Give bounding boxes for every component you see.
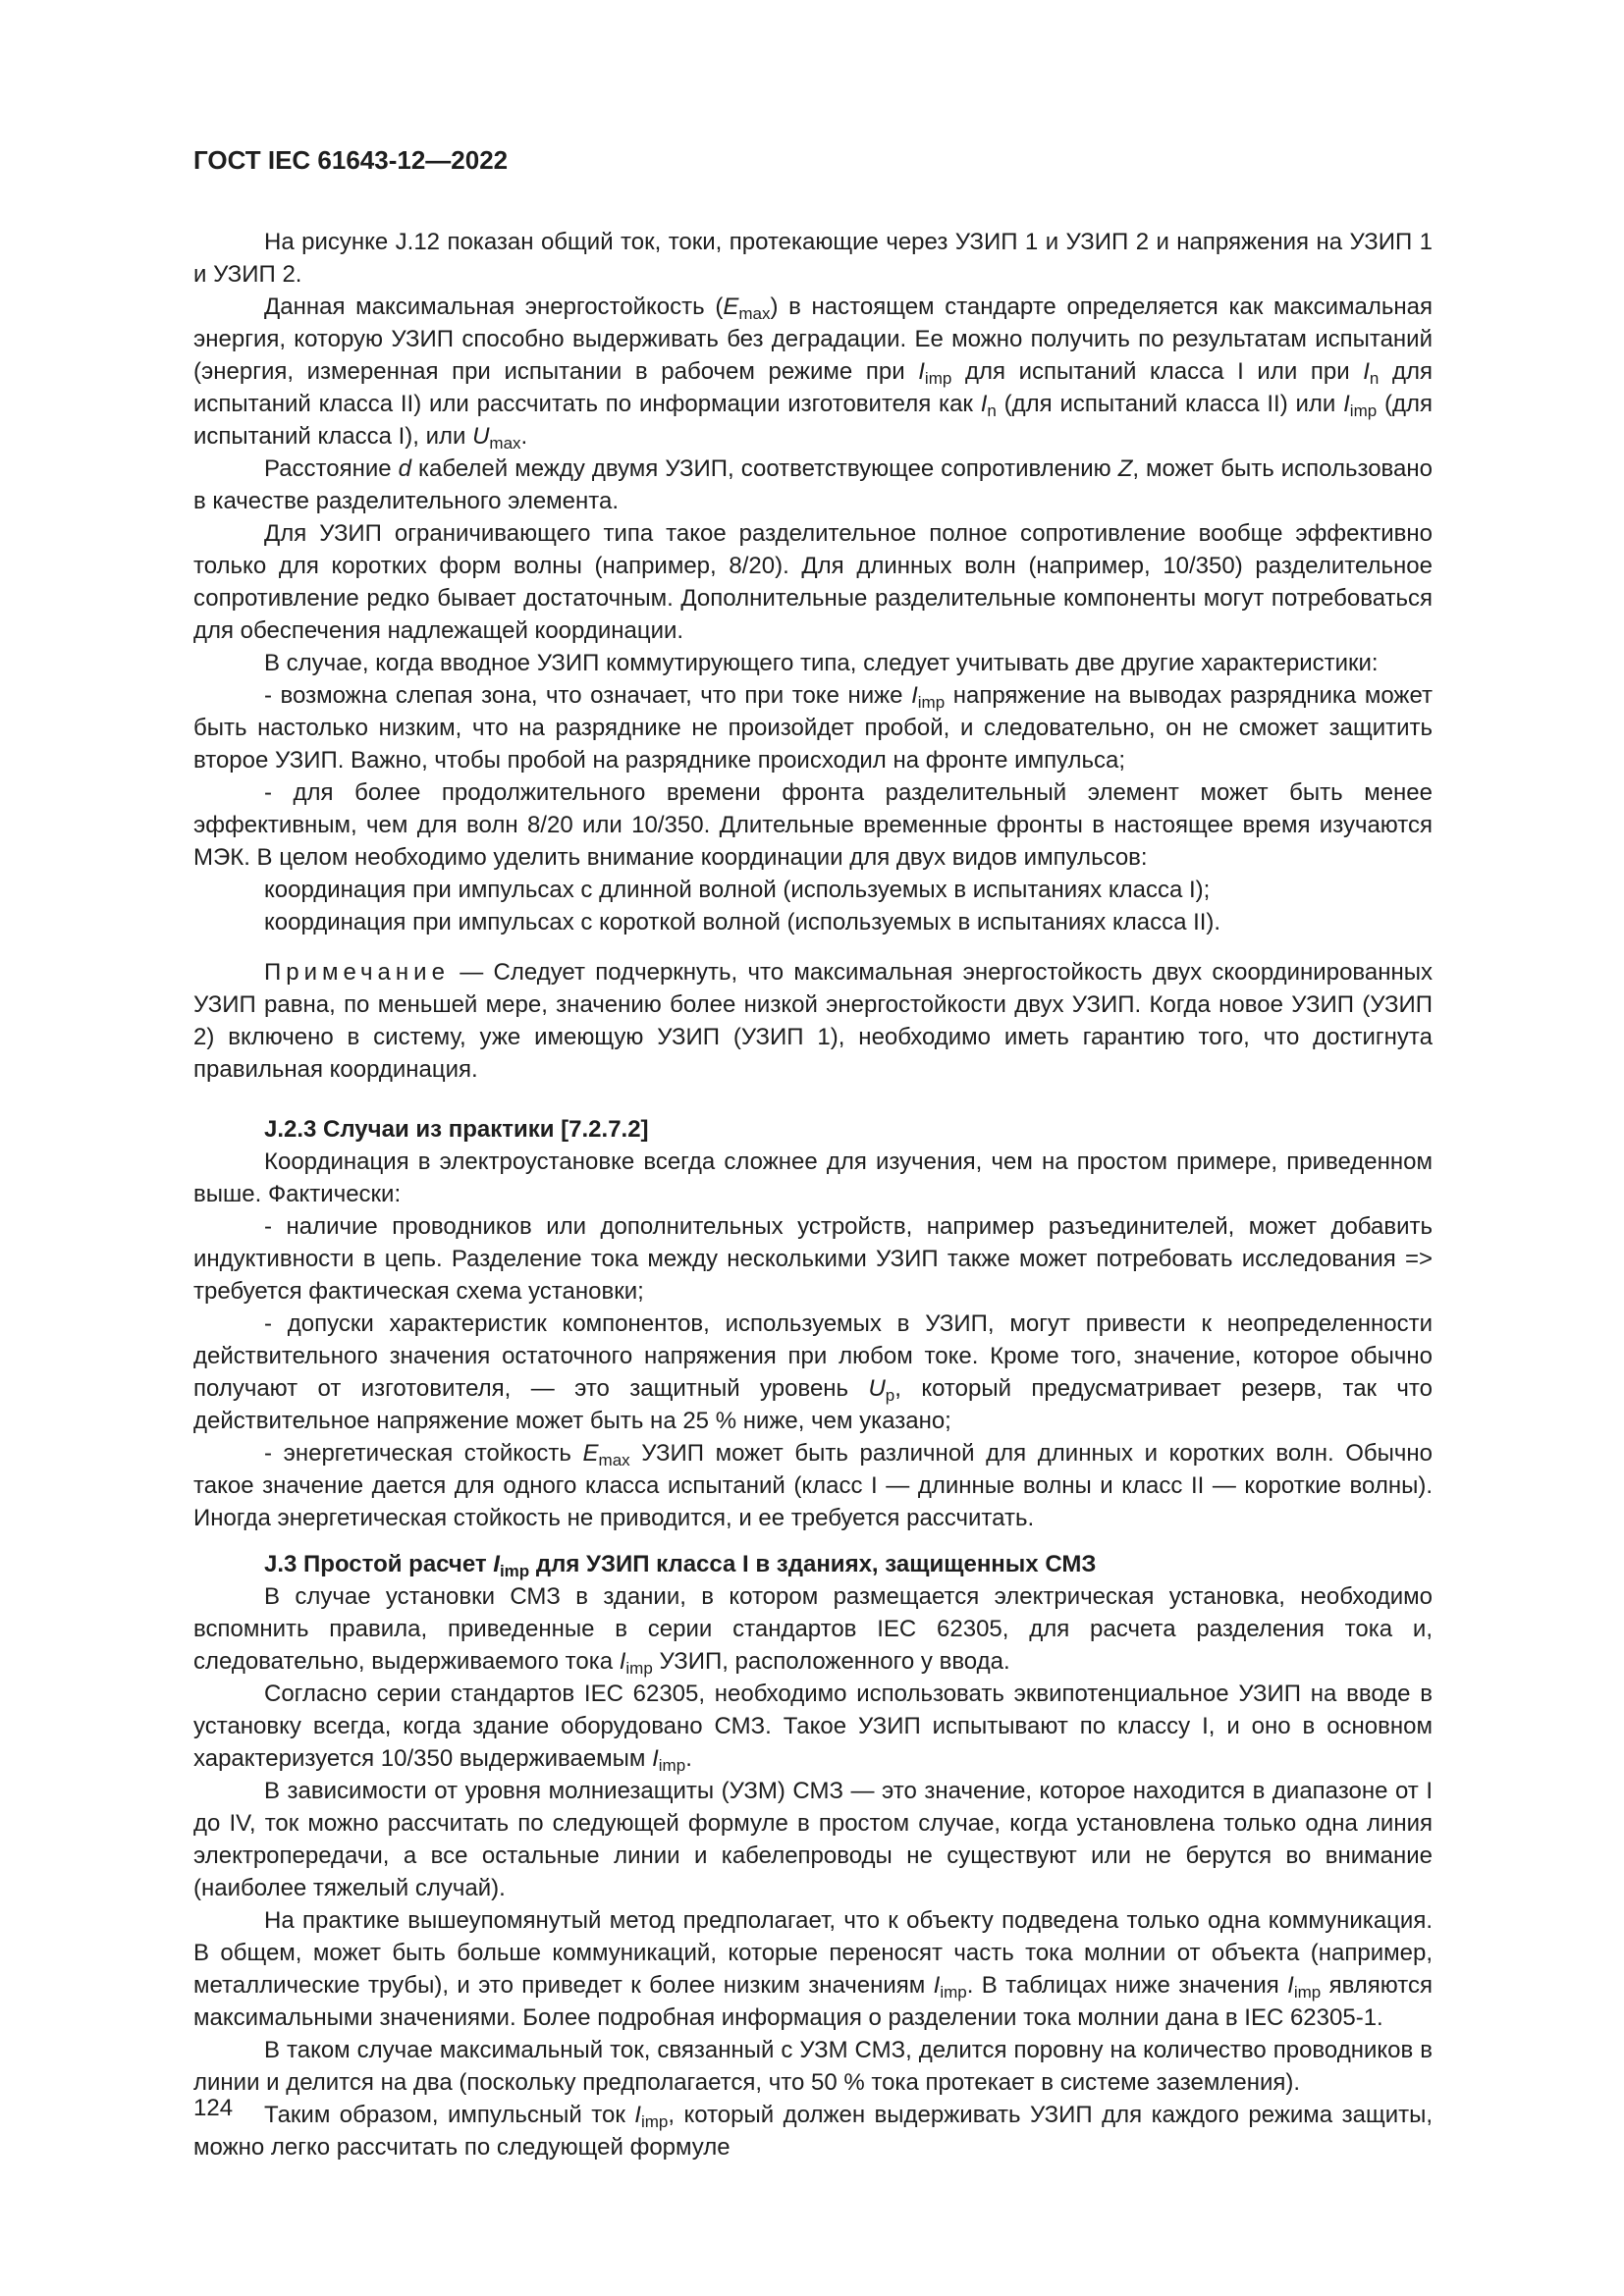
- paragraph: Расстояние d кабелей между двумя УЗИП, соответствующее сопротивлению Z, может быть использовано в качестве разделительного элемента.: [193, 455, 1433, 514]
- note-label: Примечание: [264, 959, 450, 986]
- list-item: - энергетическая стойкость $E_{max}$ УЗИП может быть различной для длинных и коротких волн. Обычно такое значение дается для одного класса испытаний (класс I — длинные волны и класс II — короткие волны). Иногда энергетическая стойкость не приводится, и ее требуется рассчитать.: [193, 1440, 1433, 1531]
- symbol: E: [723, 294, 739, 320]
- list-item: - наличие проводников или дополнительных устройств, например разъединителей, может добавить индуктивности в цепь. Разделение тока между несколькими УЗИП также может потребовать исследования => требуется фактическая схема установки;: [193, 1213, 1433, 1305]
- paragraph: Данная максимальная энергостойкость $(E_{max})$ в настоящем стандарте определяется как максимальная энергия, которую УЗИП способно выдерживать без деградации. Ее можно получить по результатам испытаний (энергия, измеренная при испытании в рабочем режиме при $I_{imp}$ для испытаний класса I или при $I_n$ для испытаний класса II) или рассчитать по информации изготовителя как $I_n$ (для испытаний класса II) или $I_{imp}$ (для испытаний класса I), или $U_{max}$.: [193, 294, 1434, 453]
- paragraph: В таком случае максимальный ток, связанный с УЗМ СМЗ, делится поровну на количество проводников в линии и делится на два (поскольку предполагается, что 50 % тока протекает в системе заземления).: [193, 2037, 1433, 2096]
- paragraph: Для УЗИП ограничивающего типа такое разделительное полное сопротивление вообще эффективно только для коротких форм волны (например, 8/20). Для длинных волн (например, 10/350) разделительное сопротивление редко бывает достаточным. Дополнительные разделительные компоненты могут потребоваться для обеспечения надлежащей координации.: [193, 520, 1433, 644]
- section-heading-j23: J.2.3 Случаи из практики [7.2.7.2]: [264, 1116, 649, 1143]
- paragraph: В зависимости от уровня молниезащиты (УЗМ) СМЗ — это значение, которое находится в диапазоне от I до IV, ток можно рассчитать по следующей формуле в простом случае, когда установлена только одна линия электропередачи, а все остальные линии и кабелепроводы не существуют или не берутся во внимание (наиболее тяжелый случай).: [193, 1778, 1433, 1901]
- paragraph: В случае, когда вводное УЗИП коммутирующего типа, следует учитывать две другие характеристики:: [264, 650, 1379, 676]
- paragraph: Координация в электроустановке всегда сложнее для изучения, чем на простом примере, приведенном выше. Фактически:: [193, 1148, 1433, 1207]
- paragraph: Таким образом, импульсный ток $I_{imp}$, который должен выдерживать УЗИП для каждого режима защиты, можно легко рассчитать по следующей формуле: [193, 2102, 1434, 2161]
- paragraph: На практике вышеупомянутый метод предполагает, что к объекту подведена только одна коммуникация. В общем, может быть больше коммуникаций, которые переносят часть тока молнии от объекта (например, металлические трубы), и это приведет к более низким значениям $I_{imp}$. В таблицах ниже значения $I_{imp}$ являются максимальными значениями. Более подробная информация о разделении тока молнии дана в IEC 62305-1.: [193, 1907, 1433, 2031]
- list-item: координация при импульсах с длинной волной (используемых в испытаниях класса I);: [264, 877, 1211, 903]
- document-body: [193, 226, 1433, 2163]
- list-item: - допуски характеристик компонентов, используемых в УЗИП, могут привести к неопределенности действительного значения остаточного напряжения при любом токе. Кроме того, значение, которое обычно получают от изготовителя, — это защитный уровень $U_p$, который предусматривает резерв, так что действительное напряжение может быть на 25 % ниже, чем указано;: [193, 1310, 1433, 1434]
- list-item: координация при импульсах с короткой волной (используемых в испытаниях класса II).: [264, 909, 1221, 935]
- section-heading-j3: J.3 Простой расчет $I_{imp}$ для УЗИП класса I в зданиях, защищенных СМЗ: [264, 1551, 1097, 1580]
- list-item: - для более продолжительного времени фронта разделительный элемент может быть менее эффективным, чем для волн 8/20 или 10/350. Длительные временные фронты в настоящее время изучаются МЭК. В целом необходимо уделить внимание координации для двух видов импульсов:: [193, 779, 1433, 871]
- paragraph: На рисунке J.12 показан общий ток, токи, протекающие через УЗИП 1 и УЗИП 2 и напряжения на УЗИП 1 и УЗИП 2.: [193, 229, 1433, 288]
- list-item: - возможна слепая зона, что означает, что при токе ниже $I_{imp}$ напряжение на выводах разрядника может быть настолько низким, что на разряднике не произойдет пробой, и следовательно, он не сможет защитить второе УЗИП. Важно, чтобы пробой на разряднике происходил на фронте импульса;: [193, 682, 1433, 774]
- page-number: 124: [193, 2095, 234, 2121]
- document-header: ГОСТ IEC 61643-12—2022: [193, 145, 509, 175]
- paragraph: В случае установки СМЗ в здании, в котором размещается электрическая установка, необходимо вспомнить правила, приведенные в серии стандартов IEC 62305, для расчета разделения тока и, следовательно, выдерживаемого тока $I_{imp}$ УЗИП, расположенного у ввода.: [193, 1583, 1433, 1678]
- note: Примечание — Следует подчеркнуть, что максимальная энергостойкость двух скоординированных УЗИП равна, по меньшей мере, значению более низкой энергостойкости двух УЗИП. Когда новое УЗИП (УЗИП 2) включено в систему, уже имеющую УЗИП (УЗИП 1), необходимо иметь гарантию того, что достигнута правильная координация.: [193, 959, 1433, 1083]
- paragraph: Согласно серии стандартов IEC 62305, необходимо использовать эквипотенциальное УЗИП на вводе в установку всегда, когда здание оборудовано СМЗ. Такое УЗИП испытывают по классу I, и оно в основном характеризуется 10/350 выдерживаемым $I_{imp}$.: [193, 1681, 1433, 1775]
